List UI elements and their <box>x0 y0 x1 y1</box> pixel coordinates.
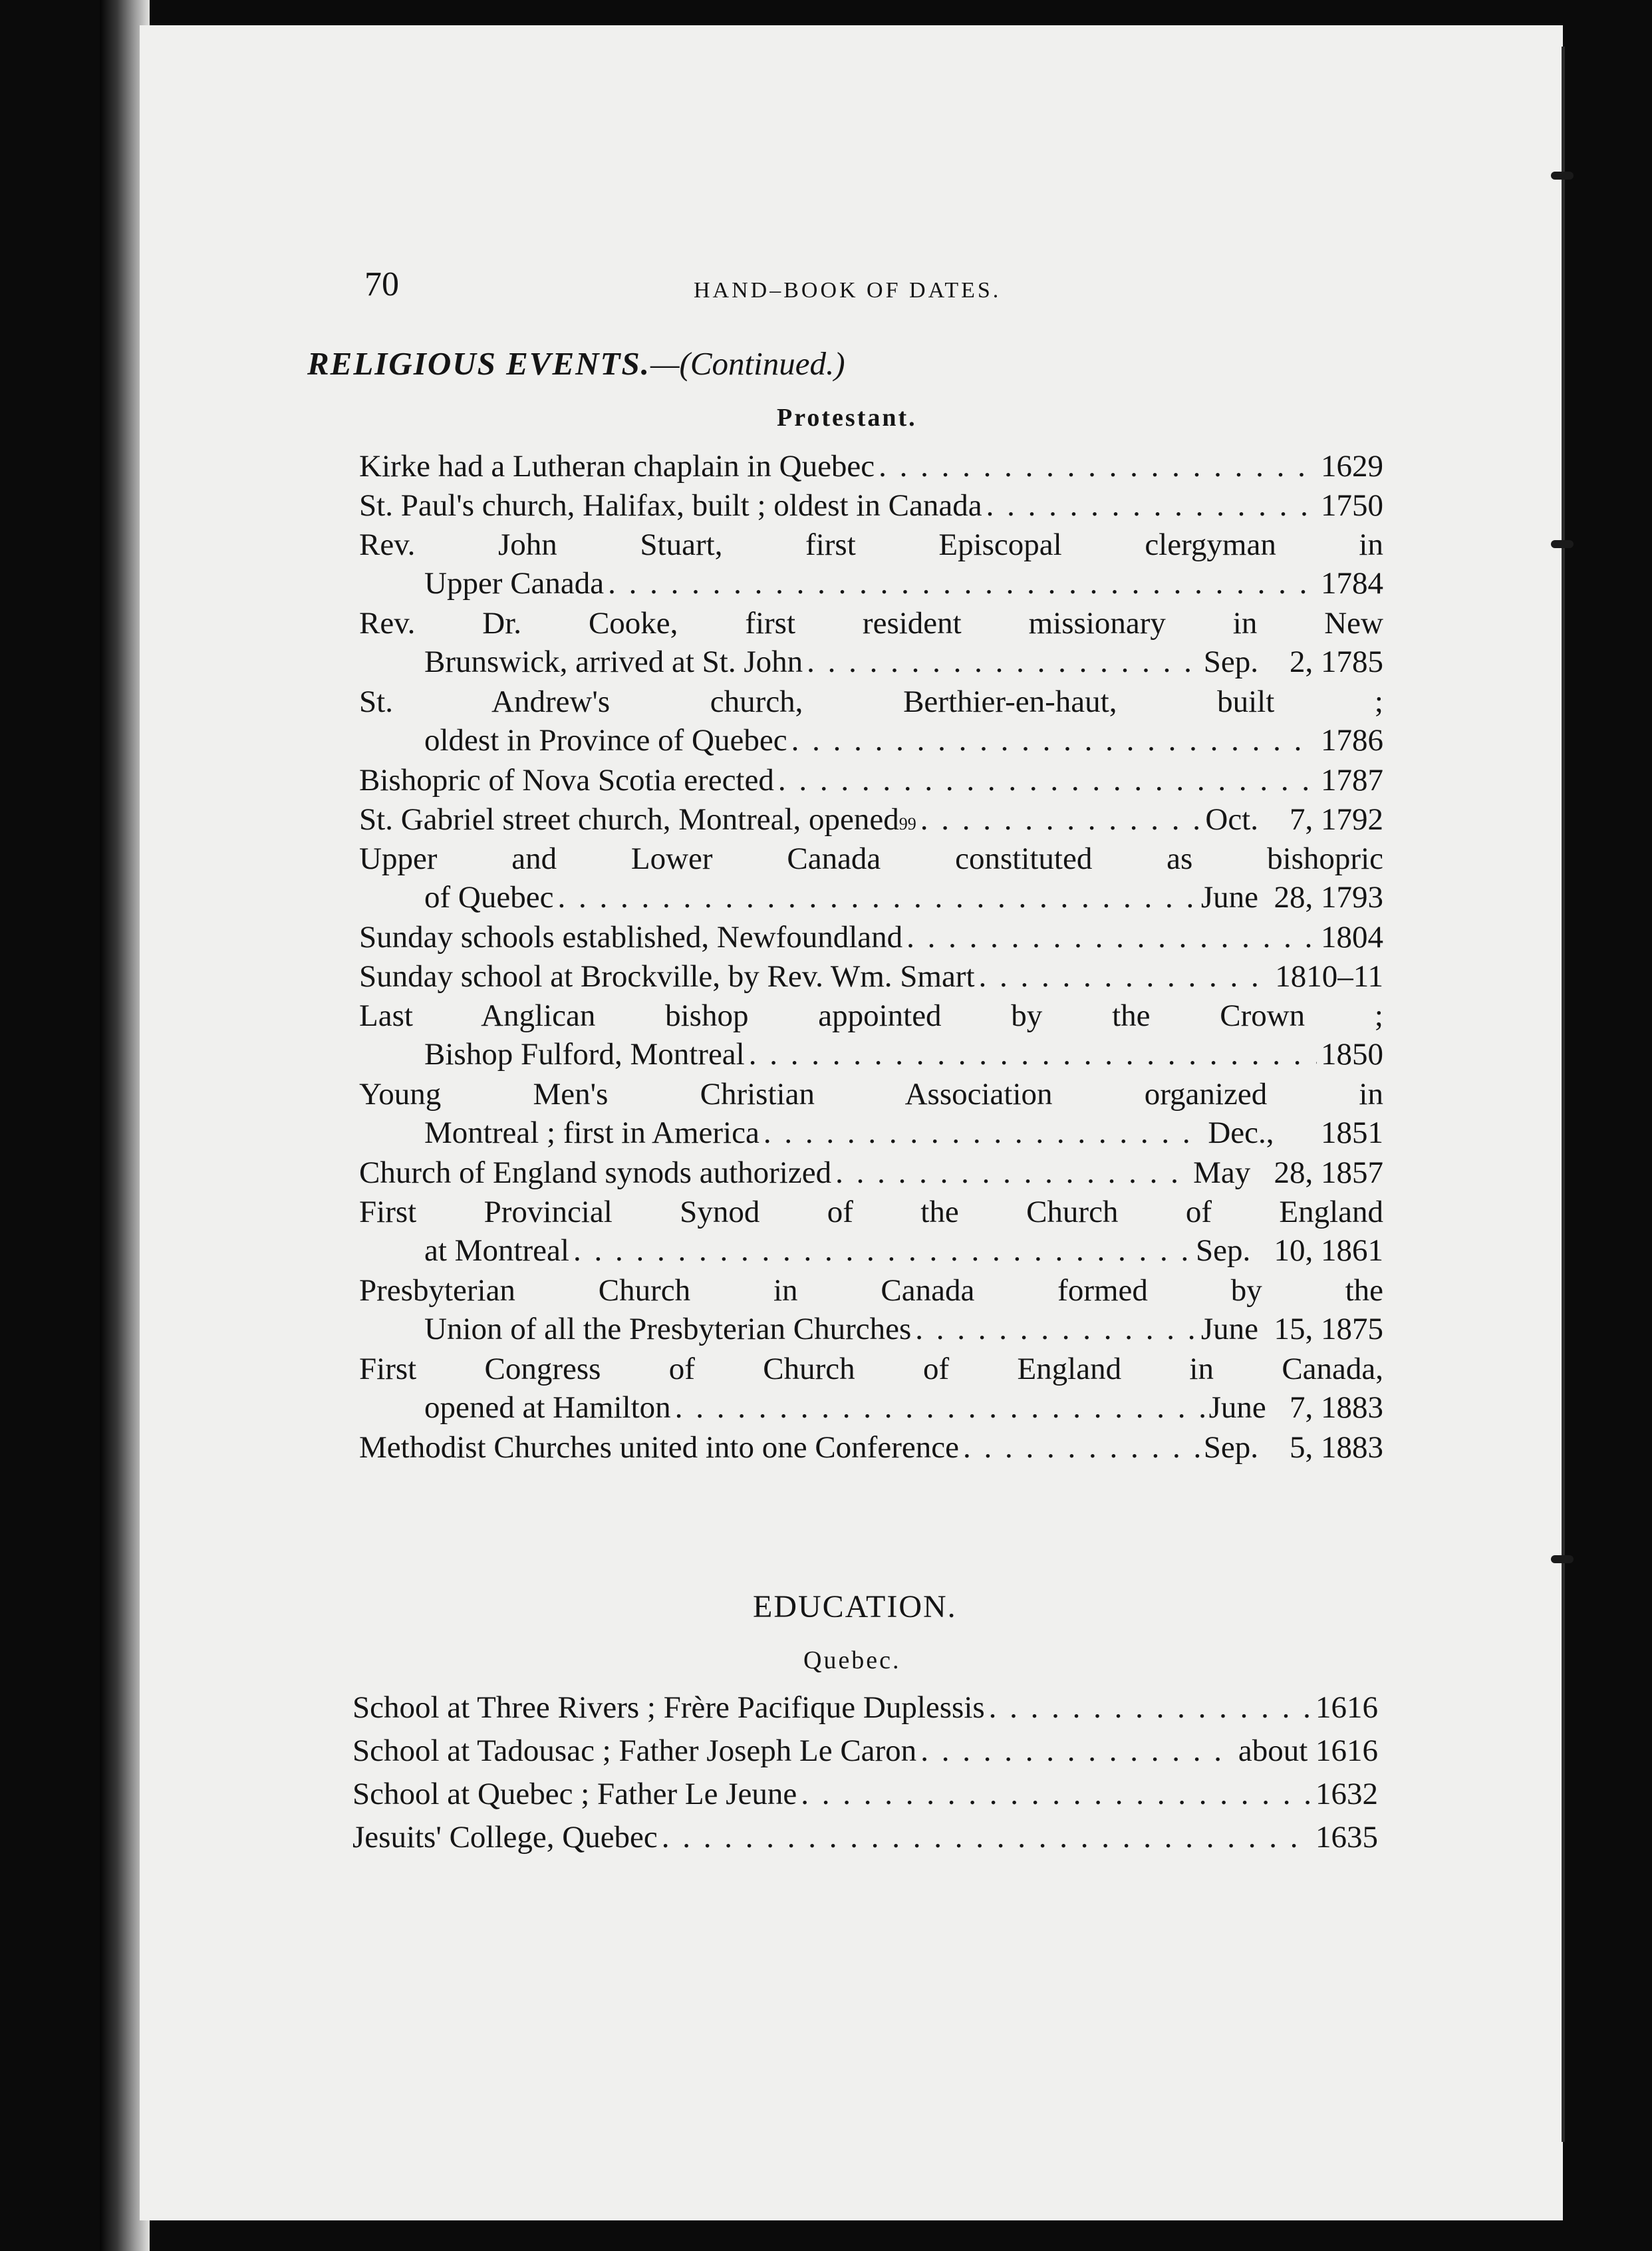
dot-leader <box>989 1688 1311 1727</box>
entry-text: Upper Canada <box>424 566 605 601</box>
list-item <box>359 1153 1383 1192</box>
entry-text: St. Paul's church, Halifax, built ; oldest in Canada <box>359 488 982 523</box>
entry-line <box>359 447 1383 486</box>
entry-first-line: Rev. Dr. Cooke, first resident missionary in New <box>359 606 1383 641</box>
dot-leader <box>608 564 1317 603</box>
entry-date: 1629 <box>1321 449 1383 484</box>
entry-date: May 28, 1857 <box>1193 1155 1383 1190</box>
list-item <box>359 800 1383 839</box>
entry-text: Montreal ; first in America <box>424 1116 759 1150</box>
entry-text: St. Gabriel street church, Montreal, opened <box>359 802 899 837</box>
scan-background <box>1565 0 1652 2251</box>
entry-line <box>359 1114 1383 1152</box>
education-heading: EDUCATION. <box>753 1589 957 1624</box>
entry-date: Sep. 10, 1861 <box>1196 1233 1383 1268</box>
dot-leader <box>915 1310 1197 1348</box>
entry-line <box>352 1731 1378 1770</box>
entry-date: 1850 <box>1321 1037 1383 1072</box>
entry-date: 1750 <box>1321 488 1383 523</box>
entry-line <box>359 643 1383 681</box>
list-item <box>359 1075 1383 1152</box>
entry-date: Oct. 7, 1792 <box>1205 802 1383 837</box>
dot-leader <box>573 1231 1192 1270</box>
entry-text: Kirke had a Lutheran chaplain in Quebec <box>359 449 875 484</box>
section-title-text: RELIGIOUS EVENTS. <box>307 345 650 382</box>
entry-line <box>359 1035 1383 1074</box>
list-item <box>359 525 1383 603</box>
list-item <box>359 604 1383 681</box>
entry-line <box>359 1428 1383 1467</box>
dot-leader <box>763 1114 1204 1152</box>
list-item <box>359 957 1383 996</box>
entry-date: Sep. 2, 1785 <box>1203 645 1383 679</box>
entry-date: June 7, 1883 <box>1208 1390 1383 1425</box>
entry-first-line: Young Men's Christian Association organized in <box>359 1077 1383 1112</box>
entry-date: 1804 <box>1321 920 1383 955</box>
entry-first-line: First Congress of Church of England in Canada, <box>359 1352 1383 1386</box>
entry-first-line: Rev. John Stuart, first Episcopal clergyman in <box>359 527 1383 562</box>
entry-line: St. Gabriel street church, Montreal, opened 99 . . . Oct. 7, 1792 <box>359 800 1383 839</box>
running-head: HAND–BOOK OF DATES. <box>694 278 1002 303</box>
dot-leader <box>906 918 1317 957</box>
entry-line <box>359 918 1383 957</box>
dot-leader <box>557 878 1196 917</box>
entry-text: Church of England synods authorized <box>359 1155 832 1190</box>
entry-line <box>352 1775 1378 1813</box>
entry-text: School at Quebec ; Father Le Jeune <box>352 1777 797 1811</box>
dot-leader <box>801 1775 1311 1813</box>
list-item <box>359 1271 1383 1348</box>
education-subheading: Quebec. <box>803 1646 901 1674</box>
dot-leader <box>807 643 1200 681</box>
entry-line <box>359 1310 1383 1348</box>
entry-text: Brunswick, arrived at St. John <box>424 645 803 679</box>
entry-date: about 1616 <box>1238 1733 1378 1768</box>
list-item <box>359 1350 1383 1427</box>
entry-date: 1616 <box>1315 1690 1378 1725</box>
entry-first-line: Last Anglican bishop appointed by the Crown ; <box>359 998 1383 1033</box>
entry-date: 1787 <box>1321 763 1383 798</box>
entry-text: School at Three Rivers ; Frère Pacifique Duplessis <box>352 1690 985 1725</box>
entry-line <box>359 1153 1383 1192</box>
entry-line <box>359 1388 1383 1427</box>
list-item <box>359 1428 1383 1467</box>
list-item <box>359 1193 1383 1270</box>
dot-leader <box>778 761 1317 800</box>
list-item <box>359 918 1383 957</box>
entry-first-line: Upper and Lower Canada constituted as bishopric <box>359 841 1383 876</box>
list-item <box>359 839 1383 917</box>
dot-leader <box>662 1818 1311 1857</box>
entry-first-line: Presbyterian Church in Canada formed by the <box>359 1273 1383 1308</box>
dot-leader <box>920 800 1202 839</box>
margin-mark <box>1551 540 1574 548</box>
entry-text: Sunday schools established, Newfoundland <box>359 920 903 955</box>
dot-leader <box>920 1731 1234 1770</box>
entry-text: Sunday school at Brockville, by Rev. Wm. Smart <box>359 959 975 994</box>
entry-line <box>359 878 1383 917</box>
entry-line <box>359 486 1383 525</box>
entry-date: 1786 <box>1321 723 1383 758</box>
dot-leader <box>986 486 1317 525</box>
entry-date: June 15, 1875 <box>1200 1312 1383 1346</box>
entry-text: at Montreal <box>424 1233 569 1268</box>
entry-line <box>352 1688 1378 1727</box>
entry-date: 1632 <box>1315 1777 1378 1811</box>
margin-mark <box>1551 172 1574 180</box>
continued-note: —(Continued.) <box>650 345 845 382</box>
entry-text: oldest in Province of Quebec <box>424 723 787 758</box>
entry-date: June 28, 1793 <box>1200 880 1383 915</box>
list-item <box>359 761 1383 800</box>
dot-leader <box>835 1153 1189 1192</box>
list-item <box>359 682 1383 760</box>
list-item <box>352 1731 1378 1770</box>
dot-leader <box>879 447 1317 486</box>
entry-line <box>359 761 1383 800</box>
entry-line <box>359 1231 1383 1270</box>
entry-line <box>359 564 1383 603</box>
dot-leader <box>963 1428 1200 1467</box>
entry-text: School at Tadousac ; Father Joseph Le Caron <box>352 1733 917 1768</box>
entry-text: opened at Hamilton <box>424 1390 671 1425</box>
entry-date: 1635 <box>1315 1820 1378 1855</box>
list-item <box>359 486 1383 525</box>
list-item <box>359 996 1383 1074</box>
section-title <box>307 345 845 382</box>
dot-leader <box>791 721 1317 760</box>
page-number: 70 <box>364 265 399 303</box>
entry-text: Jesuits' College, Quebec <box>352 1820 658 1855</box>
entry-line <box>359 721 1383 760</box>
entry-first-line: St. Andrew's church, Berthier-en-haut, built ; <box>359 684 1383 719</box>
entry-line <box>359 957 1383 996</box>
entry-date: Sep. 5, 1883 <box>1203 1430 1383 1465</box>
list-item <box>359 447 1383 486</box>
entry-text: Methodist Churches united into one Conference <box>359 1430 959 1465</box>
dot-leader <box>979 957 1272 996</box>
list-item <box>352 1818 1378 1857</box>
list-item <box>352 1688 1378 1727</box>
subsection-heading: Protestant. <box>777 404 917 432</box>
margin-mark <box>1551 1555 1574 1563</box>
entry-date: 1784 <box>1321 566 1383 601</box>
entry-text: Bishop Fulford, Montreal <box>424 1037 745 1072</box>
entry-date: 1810–11 <box>1275 959 1383 994</box>
entry-text: of Quebec <box>424 880 554 915</box>
dot-leader <box>749 1035 1317 1074</box>
entry-date: Dec., 1851 <box>1208 1116 1383 1150</box>
list-item <box>352 1775 1378 1813</box>
entry-text: Union of all the Presbyterian Churches <box>424 1312 912 1346</box>
entry-line <box>352 1818 1378 1857</box>
entry-first-line: First Provincial Synod of the Church of England <box>359 1195 1383 1229</box>
dot-leader <box>675 1388 1205 1427</box>
entry-text: Bishopric of Nova Scotia erected <box>359 763 774 798</box>
